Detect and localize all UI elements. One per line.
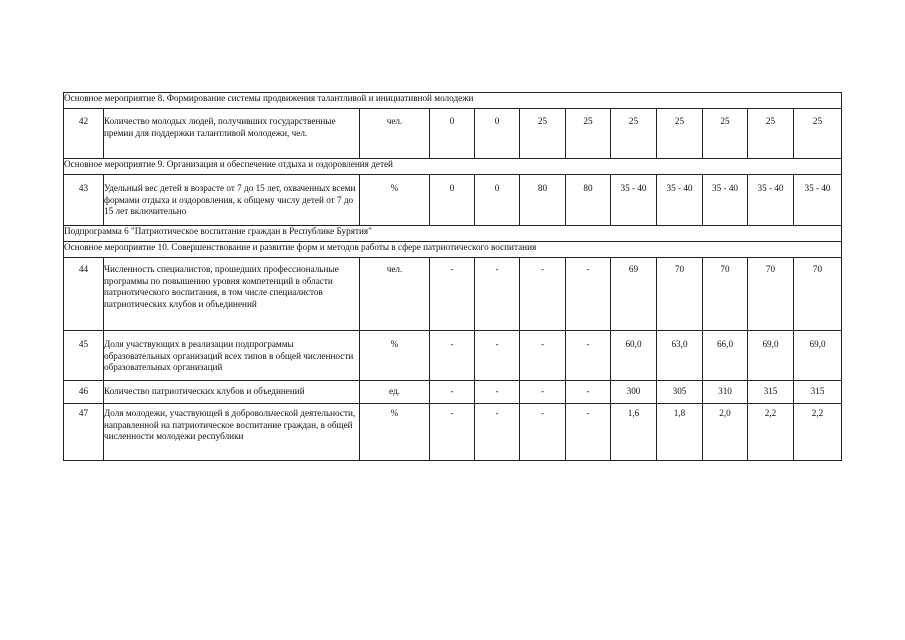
table-row [64, 258, 842, 331]
value-cell: 25 [566, 109, 611, 159]
value-cell: 70 [794, 258, 842, 331]
value-cell: - [475, 258, 520, 331]
value-cell: 35 - 40 [794, 175, 842, 226]
section-title: Основное мероприятие 10. Совершенствование и развитие форм и методов работы в сфере патриотического воспитания [64, 242, 842, 258]
value-cell: 0 [430, 109, 475, 159]
value-cell: 35 - 40 [657, 175, 703, 226]
value-cell: 1,6 [611, 404, 657, 461]
value-cell: 310 [703, 381, 748, 404]
value-cell: 315 [794, 381, 842, 404]
subprogram-row [64, 226, 842, 242]
indicator-name: Количество молодых людей, получивших государственные премии для поддержки талантливой молодежи, чел. [104, 109, 360, 159]
value-cell: - [475, 381, 520, 404]
value-cell: 70 [657, 258, 703, 331]
indicator-name: Удельный вес детей в возрасте от 7 до 15 лет, охваченных всеми формами отдыха и оздоровления, к общему числу детей от 7 до 15 лет включительно [104, 175, 360, 226]
row-number: 43 [64, 175, 104, 226]
indicators-table [63, 92, 842, 461]
value-cell: - [520, 258, 566, 331]
value-cell: 69,0 [794, 331, 842, 381]
value-cell: 305 [657, 381, 703, 404]
subprogram-title: Подпрограмма 6 "Патриотическое воспитание граждан в Республике Бурятия" [64, 226, 842, 242]
value-cell: 2,2 [794, 404, 842, 461]
indicator-name: Доля молодежи, участвующей в добровольческой деятельности, направленной на патриотическое воспитание граждан, в общей численности молодежи республики [104, 404, 360, 461]
value-cell: 315 [748, 381, 794, 404]
value-cell: 60,0 [611, 331, 657, 381]
value-cell: 1,8 [657, 404, 703, 461]
value-cell: 63,0 [657, 331, 703, 381]
unit-cell: % [360, 404, 430, 461]
value-cell: - [520, 404, 566, 461]
value-cell: - [566, 258, 611, 331]
value-cell: 25 [703, 109, 748, 159]
value-cell: 69 [611, 258, 657, 331]
unit-cell: ед. [360, 381, 430, 404]
section-title: Основное мероприятие 8. Формирование системы продвижения талантливой и инициативной молодежи [64, 93, 842, 109]
value-cell: 80 [566, 175, 611, 226]
unit-cell: чел. [360, 109, 430, 159]
indicator-name: Доля участвующих в реализации подпрограммы образовательных организаций всех типов в общей численности образовательных организаций [104, 331, 360, 381]
value-cell: 0 [475, 109, 520, 159]
value-cell: - [520, 381, 566, 404]
value-cell: 25 [657, 109, 703, 159]
unit-cell: % [360, 331, 430, 381]
section-row [64, 93, 842, 109]
value-cell: - [520, 331, 566, 381]
value-cell: - [566, 381, 611, 404]
value-cell: 0 [430, 175, 475, 226]
table-row [64, 109, 842, 159]
value-cell: 69,0 [748, 331, 794, 381]
value-cell: 70 [703, 258, 748, 331]
row-number: 42 [64, 109, 104, 159]
value-cell: - [430, 381, 475, 404]
unit-cell: чел. [360, 258, 430, 331]
row-number: 46 [64, 381, 104, 404]
value-cell: 300 [611, 381, 657, 404]
row-number: 44 [64, 258, 104, 331]
value-cell: - [430, 404, 475, 461]
indicator-name: Численность специалистов, прошедших профессиональные программы по повышению уровня компетенций в области патриотического воспитания, в том числе специалистов патриотических клубов и объединений [104, 258, 360, 331]
value-cell: 25 [520, 109, 566, 159]
section-title: Основное мероприятие 9. Организация и обеспечение отдыха и оздоровления детей [64, 159, 842, 175]
value-cell: 2,0 [703, 404, 748, 461]
value-cell: 35 - 40 [703, 175, 748, 226]
value-cell: 35 - 40 [748, 175, 794, 226]
value-cell: - [566, 404, 611, 461]
value-cell: 25 [611, 109, 657, 159]
indicator-name: Количество патриотических клубов и объединений [104, 381, 360, 404]
value-cell: - [430, 258, 475, 331]
value-cell: 35 - 40 [611, 175, 657, 226]
value-cell: 0 [475, 175, 520, 226]
section-row [64, 159, 842, 175]
row-number: 47 [64, 404, 104, 461]
unit-cell: % [360, 175, 430, 226]
value-cell: 2,2 [748, 404, 794, 461]
value-cell: - [475, 331, 520, 381]
value-cell: 66,0 [703, 331, 748, 381]
value-cell: - [475, 404, 520, 461]
value-cell: - [430, 331, 475, 381]
table-row [64, 404, 842, 461]
section-row [64, 242, 842, 258]
value-cell: 25 [794, 109, 842, 159]
value-cell: - [566, 331, 611, 381]
value-cell: 70 [748, 258, 794, 331]
table-row [64, 381, 842, 404]
row-number: 45 [64, 331, 104, 381]
value-cell: 80 [520, 175, 566, 226]
table-row [64, 331, 842, 381]
table-row [64, 175, 842, 226]
value-cell: 25 [748, 109, 794, 159]
